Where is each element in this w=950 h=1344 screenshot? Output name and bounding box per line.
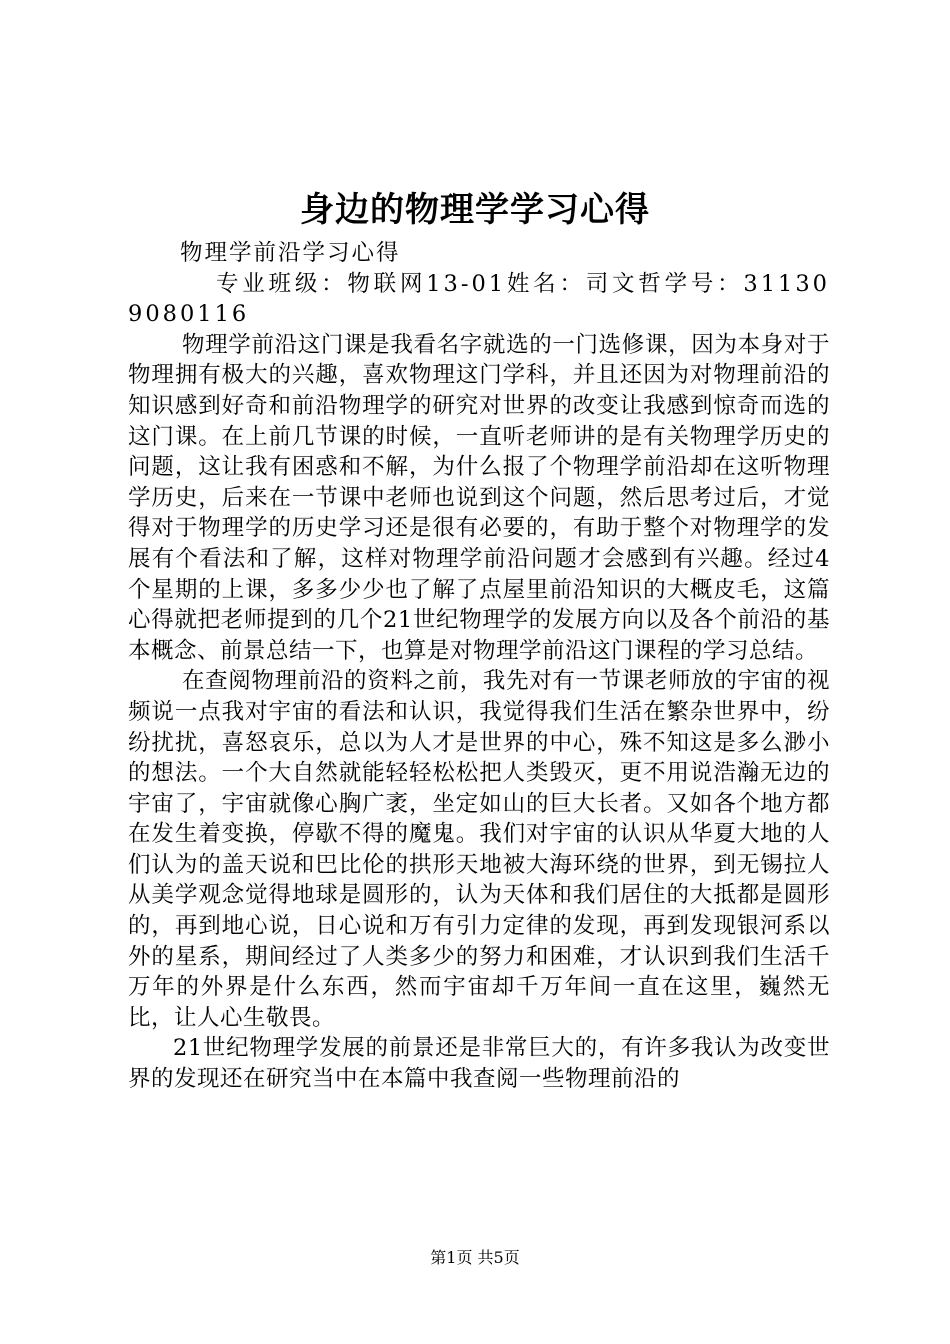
paragraph-2: 在查阅物理前沿的资料之前，我先对有一节课老师放的宇宙的视频说一点我对宇宙的看法和认识，我觉得我们生活在繁杂世界中，纷纷扰扰，喜怒哀乐，总以为人才是世界的中心，殊不知这是多么渺小的想法。一个大自然就能轻轻松松把人类毁灭，更不用说浩瀚无边的宇宙了，宇宙就像心胸广袤，坐定如山的巨大长者。又如各个地方都在发生着变换，停歇不得的魔鬼。我们对宇宙的认识从华夏大地的人们认为的盖天说和巴比伦的拱形天地被大海环绕的世界，到无锡拉人从美学观念觉得地球是圆形的，认为天体和我们居住的大抵都是圆形的，再到地心说，日心说和万有引力定律的发现，再到发现银河系以外的星系，期间经过了人类多少的努力和困难，才认识到我们生活千万年的外界是什么东西，然而宇宙却千万年间一直在这里，巍然无比，让人心生敬畏。 (128, 668, 830, 1031)
document-title: 身边的物理学学习心得 (300, 190, 650, 230)
page-number-footer: 第1页 共5页 (430, 1248, 520, 1267)
document-subtitle: 物理学前沿学习心得 (180, 240, 401, 266)
author-info-line: 专业班级：物联网13-01姓名：司文哲学号：311309080116 (128, 270, 830, 328)
document-body (128, 238, 830, 1095)
paragraph-1: 物理学前沿这门课是我看名字就选的一门选修课，因为本身对于物理拥有极大的兴趣，喜欢物理这门学科，并且还因为对物理前沿的知识感到好奇和前沿物理学的研究对世界的改变让我感到惊奇而选的这门课。在上前几节课的时候，一直听老师讲的是有关物理学历史的问题，这让我有困惑和不解，为什么报了个物理学前沿却在这听物理学历史，后来在一节课中老师也说到这个问题，然后思考过后，才觉得对于物理学的历史学习还是很有必要的，有助于整个对物理学的发展有个看法和了解，这样对物理学前沿问题才会感到有兴趣。经过4个星期的上课，多多少少也了解了点屋里前沿知识的大概皮毛，这篇心得就把老师提到的几个21世纪物理学的发展方向以及各个前沿的基本概念、前景总结一下，也算是对物理学前沿这门课程的学习总结。 (128, 331, 830, 664)
paragraph-3: 21世纪物理学发展的前景还是非常巨大的，有许多我认为改变世界的发现还在研究当中在本篇中我查阅一些物理前沿的 (128, 1035, 830, 1093)
